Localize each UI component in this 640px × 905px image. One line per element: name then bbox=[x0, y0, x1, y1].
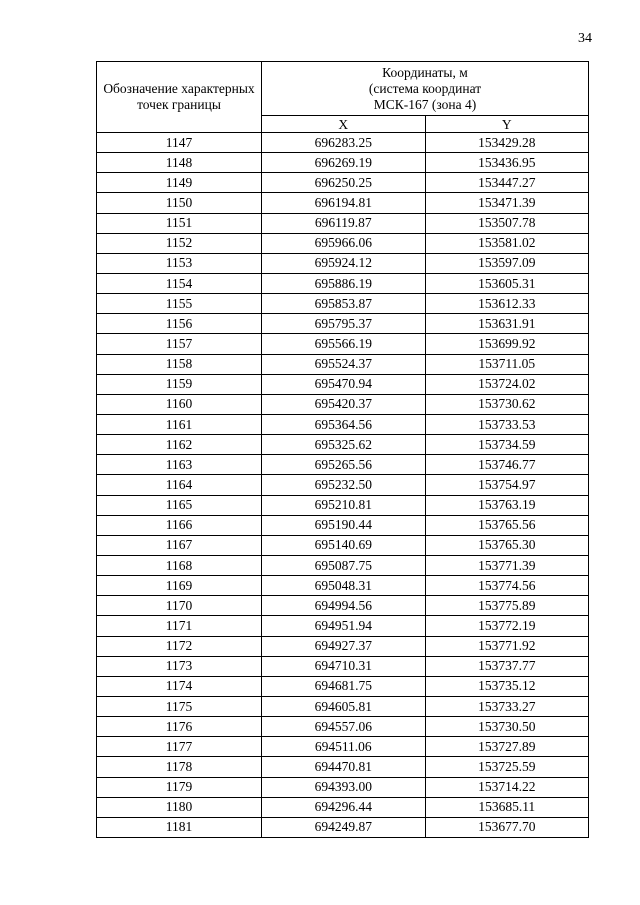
table-row bbox=[97, 314, 589, 334]
x-cell: 694951.94 bbox=[262, 616, 426, 636]
table-row bbox=[97, 253, 589, 273]
point-cell: 1153 bbox=[97, 253, 262, 273]
table-row bbox=[97, 757, 589, 777]
y-cell: 153771.39 bbox=[425, 555, 589, 575]
x-cell: 695087.75 bbox=[262, 555, 426, 575]
x-cell: 695232.50 bbox=[262, 475, 426, 495]
x-cell: 695364.56 bbox=[262, 414, 426, 434]
y-cell: 153765.30 bbox=[425, 535, 589, 555]
x-cell: 694994.56 bbox=[262, 596, 426, 616]
table-row bbox=[97, 596, 589, 616]
x-cell: 695048.31 bbox=[262, 576, 426, 596]
y-cell: 153735.12 bbox=[425, 676, 589, 696]
table-row bbox=[97, 515, 589, 535]
point-cell: 1173 bbox=[97, 656, 262, 676]
table-row bbox=[97, 656, 589, 676]
point-cell: 1164 bbox=[97, 475, 262, 495]
x-cell: 695325.62 bbox=[262, 435, 426, 455]
x-cell: 696119.87 bbox=[262, 213, 426, 233]
point-cell: 1158 bbox=[97, 354, 262, 374]
point-cell: 1148 bbox=[97, 153, 262, 173]
y-cell: 153597.09 bbox=[425, 253, 589, 273]
x-cell: 694681.75 bbox=[262, 676, 426, 696]
table-row bbox=[97, 576, 589, 596]
table-row bbox=[97, 294, 589, 314]
y-cell: 153605.31 bbox=[425, 273, 589, 293]
x-cell: 695524.37 bbox=[262, 354, 426, 374]
point-cell: 1169 bbox=[97, 576, 262, 596]
table-row bbox=[97, 455, 589, 475]
x-cell: 694557.06 bbox=[262, 717, 426, 737]
table-row bbox=[97, 696, 589, 716]
y-cell: 153763.19 bbox=[425, 495, 589, 515]
point-cell: 1177 bbox=[97, 737, 262, 757]
x-cell: 695566.19 bbox=[262, 334, 426, 354]
y-cell: 153754.97 bbox=[425, 475, 589, 495]
y-cell: 153714.22 bbox=[425, 777, 589, 797]
x-cell: 695886.19 bbox=[262, 273, 426, 293]
table-row bbox=[97, 797, 589, 817]
point-cell: 1156 bbox=[97, 314, 262, 334]
table-row bbox=[97, 334, 589, 354]
table-row bbox=[97, 636, 589, 656]
point-cell: 1165 bbox=[97, 495, 262, 515]
y-cell: 153733.53 bbox=[425, 414, 589, 434]
x-cell: 695853.87 bbox=[262, 294, 426, 314]
point-cell: 1175 bbox=[97, 696, 262, 716]
y-cell: 153581.02 bbox=[425, 233, 589, 253]
y-cell: 153447.27 bbox=[425, 173, 589, 193]
point-designation-header: Обозначение характерных точек границы bbox=[97, 62, 262, 133]
table-header bbox=[97, 62, 589, 133]
x-cell: 694393.00 bbox=[262, 777, 426, 797]
point-cell: 1150 bbox=[97, 193, 262, 213]
y-cell: 153685.11 bbox=[425, 797, 589, 817]
y-cell: 153734.59 bbox=[425, 435, 589, 455]
y-column-header: Y bbox=[425, 116, 589, 133]
coordinates-table bbox=[96, 61, 589, 838]
point-cell: 1171 bbox=[97, 616, 262, 636]
table-row bbox=[97, 495, 589, 515]
y-cell: 153765.56 bbox=[425, 515, 589, 535]
point-cell: 1168 bbox=[97, 555, 262, 575]
y-cell: 153429.28 bbox=[425, 133, 589, 153]
x-column-header: X bbox=[262, 116, 426, 133]
table-row bbox=[97, 555, 589, 575]
table-row bbox=[97, 153, 589, 173]
x-cell: 695265.56 bbox=[262, 455, 426, 475]
table-row bbox=[97, 737, 589, 757]
x-cell: 696250.25 bbox=[262, 173, 426, 193]
table-row bbox=[97, 193, 589, 213]
table-row bbox=[97, 354, 589, 374]
table-row bbox=[97, 435, 589, 455]
point-cell: 1149 bbox=[97, 173, 262, 193]
coordinates-header-line2: (система координат bbox=[368, 80, 482, 96]
y-cell: 153733.27 bbox=[425, 696, 589, 716]
y-cell: 153612.33 bbox=[425, 294, 589, 314]
point-cell: 1159 bbox=[97, 374, 262, 394]
y-cell: 153677.70 bbox=[425, 817, 589, 837]
x-cell: 696194.81 bbox=[262, 193, 426, 213]
point-cell: 1180 bbox=[97, 797, 262, 817]
point-cell: 1166 bbox=[97, 515, 262, 535]
y-cell: 153774.56 bbox=[425, 576, 589, 596]
table-row bbox=[97, 133, 589, 153]
x-cell: 694605.81 bbox=[262, 696, 426, 716]
x-cell: 694710.31 bbox=[262, 656, 426, 676]
table-row bbox=[97, 414, 589, 434]
y-cell: 153737.77 bbox=[425, 656, 589, 676]
header-row bbox=[97, 62, 589, 116]
table-row bbox=[97, 475, 589, 495]
x-cell: 695795.37 bbox=[262, 314, 426, 334]
y-cell: 153730.50 bbox=[425, 717, 589, 737]
y-cell: 153771.92 bbox=[425, 636, 589, 656]
table-row bbox=[97, 374, 589, 394]
point-cell: 1155 bbox=[97, 294, 262, 314]
y-cell: 153727.89 bbox=[425, 737, 589, 757]
x-cell: 695420.37 bbox=[262, 394, 426, 414]
x-cell: 695470.94 bbox=[262, 374, 426, 394]
point-cell: 1179 bbox=[97, 777, 262, 797]
y-cell: 153725.59 bbox=[425, 757, 589, 777]
page-number: 34 bbox=[578, 31, 592, 46]
point-cell: 1167 bbox=[97, 535, 262, 555]
point-cell: 1157 bbox=[97, 334, 262, 354]
table-row bbox=[97, 817, 589, 837]
y-cell: 153746.77 bbox=[425, 455, 589, 475]
point-cell: 1172 bbox=[97, 636, 262, 656]
coordinates-header bbox=[262, 62, 589, 116]
point-cell: 1181 bbox=[97, 817, 262, 837]
table-row bbox=[97, 676, 589, 696]
y-cell: 153711.05 bbox=[425, 354, 589, 374]
y-cell: 153699.92 bbox=[425, 334, 589, 354]
y-cell: 153436.95 bbox=[425, 153, 589, 173]
point-cell: 1162 bbox=[97, 435, 262, 455]
x-cell: 695140.69 bbox=[262, 535, 426, 555]
point-cell: 1178 bbox=[97, 757, 262, 777]
x-cell: 694511.06 bbox=[262, 737, 426, 757]
point-cell: 1152 bbox=[97, 233, 262, 253]
y-cell: 153507.78 bbox=[425, 213, 589, 233]
y-cell: 153730.62 bbox=[425, 394, 589, 414]
coordinates-header-line1: Координаты, м bbox=[382, 64, 468, 80]
x-cell: 695924.12 bbox=[262, 253, 426, 273]
x-cell: 696269.19 bbox=[262, 153, 426, 173]
table-row bbox=[97, 233, 589, 253]
point-cell: 1176 bbox=[97, 717, 262, 737]
x-cell: 694470.81 bbox=[262, 757, 426, 777]
coordinates-header-line3: МСК-167 (зона 4) bbox=[373, 96, 477, 112]
point-cell: 1154 bbox=[97, 273, 262, 293]
x-cell: 694927.37 bbox=[262, 636, 426, 656]
x-cell: 695210.81 bbox=[262, 495, 426, 515]
table-row bbox=[97, 535, 589, 555]
x-cell: 695966.06 bbox=[262, 233, 426, 253]
y-cell: 153471.39 bbox=[425, 193, 589, 213]
table-body bbox=[97, 133, 589, 838]
point-cell: 1151 bbox=[97, 213, 262, 233]
point-cell: 1174 bbox=[97, 676, 262, 696]
table-row bbox=[97, 777, 589, 797]
point-cell: 1170 bbox=[97, 596, 262, 616]
table-row bbox=[97, 213, 589, 233]
y-cell: 153724.02 bbox=[425, 374, 589, 394]
point-cell: 1161 bbox=[97, 414, 262, 434]
table-row bbox=[97, 273, 589, 293]
point-cell: 1147 bbox=[97, 133, 262, 153]
table-row bbox=[97, 717, 589, 737]
point-cell: 1163 bbox=[97, 455, 262, 475]
x-cell: 694296.44 bbox=[262, 797, 426, 817]
y-cell: 153775.89 bbox=[425, 596, 589, 616]
point-cell: 1160 bbox=[97, 394, 262, 414]
x-cell: 694249.87 bbox=[262, 817, 426, 837]
y-cell: 153631.91 bbox=[425, 314, 589, 334]
y-cell: 153772.19 bbox=[425, 616, 589, 636]
x-cell: 695190.44 bbox=[262, 515, 426, 535]
x-cell: 696283.25 bbox=[262, 133, 426, 153]
table-row bbox=[97, 616, 589, 636]
table-row bbox=[97, 173, 589, 193]
table-row bbox=[97, 394, 589, 414]
